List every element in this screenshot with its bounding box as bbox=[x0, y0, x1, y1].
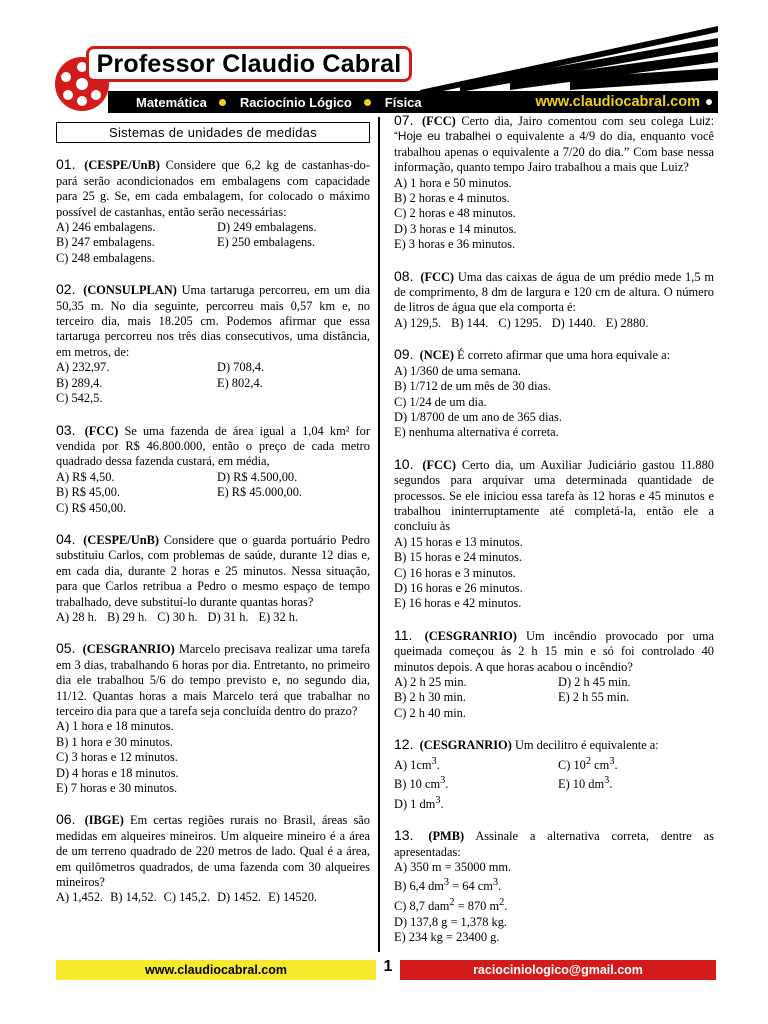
option-c: C) R$ 450,00. bbox=[56, 500, 127, 515]
question-text: Em certas regiões rurais no Brasil, áreas são medidas em alqueires mineiros. Um alqueire mineiro é a área de um terreno quadrado de 220 metros de lado. Qual é a área, em quilômetros quadrados, de uma fazenda com 30 alqueires mineiros? bbox=[56, 813, 370, 890]
question-text: Se uma fazenda de área igual a 1,04 km² for vendida por R$ 46.800.000, então o preço de cada metro quadrado dessa fazenda custará, em média, bbox=[56, 423, 370, 469]
option-d: D) 137,8 g = 1,378 kg. bbox=[394, 914, 507, 929]
option-e: E) 802,4. bbox=[217, 375, 263, 390]
option-c: C) 16 horas e 3 minutos. bbox=[394, 565, 516, 580]
question-10 bbox=[394, 457, 714, 612]
question-text: Uma das caixas de água de um prédio mede 1,5 m de comprimento, 8 dm de largura e 120 cm de altura. O número de litros de água que ela comporta é: bbox=[394, 269, 714, 315]
option-b: B) 247 embalagens. bbox=[56, 235, 155, 250]
question-text: Luiz: “Hoje eu trabalhei o bbox=[394, 114, 714, 144]
answer-options bbox=[394, 675, 714, 721]
option-d: D) 16 horas e 26 minutos. bbox=[394, 580, 523, 595]
question-source: (CESPE/UnB) bbox=[83, 532, 159, 547]
option-b: B) 2 h 30 min. bbox=[394, 690, 466, 705]
option-c: C) 145,2. bbox=[163, 890, 211, 905]
header-title-box bbox=[86, 46, 412, 82]
option-c: C) 248 embalagens. bbox=[56, 250, 155, 265]
option-e: E) 16 horas e 42 minutos. bbox=[394, 596, 522, 611]
option-c: C) 1295. bbox=[498, 315, 542, 330]
bullet-dot bbox=[364, 99, 371, 106]
question-source: (IBGE) bbox=[84, 813, 124, 828]
answer-options bbox=[394, 316, 714, 331]
column-divider bbox=[378, 117, 380, 952]
page-footer bbox=[56, 960, 716, 980]
bullet-dot bbox=[706, 99, 712, 105]
question-number: 02. bbox=[56, 281, 76, 298]
question-source: (CESGRANRIO) bbox=[419, 738, 512, 753]
question-08 bbox=[394, 269, 714, 332]
question-number: 05. bbox=[56, 640, 76, 657]
question-12 bbox=[394, 737, 714, 812]
question-number: 13. bbox=[394, 827, 414, 844]
answer-options bbox=[56, 220, 370, 266]
question-source: (NCE) bbox=[419, 348, 454, 363]
answer-options bbox=[394, 364, 714, 441]
question-05 bbox=[56, 641, 370, 796]
option-e: E) 14520. bbox=[268, 890, 318, 905]
question-number: 11. bbox=[394, 626, 413, 643]
option-d: D) 2 h 45 min. bbox=[558, 675, 631, 689]
question-source: (FCC) bbox=[420, 269, 455, 284]
question-source: (CONSULPLAN) bbox=[83, 283, 177, 298]
option-e: E) 3 horas e 36 minutos. bbox=[394, 237, 516, 252]
option-d: D) 1 $dm^3$. bbox=[394, 794, 444, 811]
option-c: C) 2 h 40 min. bbox=[394, 705, 466, 720]
question-13 bbox=[394, 828, 714, 945]
question-text: Certo dia, Jairo comentou com seu colega bbox=[461, 114, 690, 128]
answer-options bbox=[394, 176, 714, 253]
option-b: B) R$ 45,00. bbox=[56, 485, 121, 500]
option-a: A) 1 hora e 50 minutos. bbox=[394, 175, 512, 190]
option-a: A) 232,97. bbox=[56, 360, 110, 375]
option-d: D) 249 embalagens. bbox=[217, 220, 317, 235]
question-text: Um incêndio provocado por uma queimada começou às 2 h 15 min e só foi controlado 40 minutos depois. A que horas acabou o incêndio? bbox=[394, 628, 714, 674]
option-a: A) 246 embalagens. bbox=[56, 220, 156, 235]
question-06 bbox=[56, 812, 370, 905]
option-a: A) 15 horas e 13 minutos. bbox=[394, 534, 523, 549]
answer-options bbox=[56, 719, 370, 796]
option-e: E) nenhuma alternativa é correta. bbox=[394, 425, 559, 440]
footer-website-link[interactable]: www.claudiocabral.com bbox=[56, 960, 376, 980]
option-c: C) 8,7 dam$^2$ = 870 $m^2$. bbox=[394, 896, 508, 914]
option-e: E) R$ 45.000,00. bbox=[217, 485, 303, 500]
question-text: Considere que 6,2 kg de castanhas-do-pará serão acondicionados em embalagens com capacidade para 25 g. Se, em cada embalagem, for colocado o máximo possível de castanhas, então serão necessárias: bbox=[56, 158, 371, 219]
option-b: B) 6,4 $dm^3 = 64$ $cm^3$. bbox=[394, 877, 502, 894]
answer-options bbox=[56, 360, 370, 406]
option-b: B) 289,4. bbox=[56, 375, 103, 390]
question-01 bbox=[56, 157, 370, 266]
option-c: C) 542,5. bbox=[56, 391, 103, 406]
option-d: D) 1440. bbox=[551, 315, 596, 330]
answer-options bbox=[394, 754, 714, 813]
option-c: C) 2 horas e 48 minutos. bbox=[394, 206, 516, 221]
page-number: 1 bbox=[383, 958, 393, 975]
question-text: Um decilitro é equivalente a: bbox=[514, 738, 659, 753]
question-text: dia. bbox=[604, 144, 624, 159]
answer-options bbox=[56, 470, 370, 516]
option-a: A) 2 h 25 min. bbox=[394, 675, 467, 689]
footer-email-link[interactable]: raciociniologico@gmail.com bbox=[400, 960, 716, 980]
question-number: 01. bbox=[56, 156, 76, 173]
option-a: A) 1/360 de uma semana. bbox=[394, 363, 521, 378]
question-source: (CESPE/UnB) bbox=[84, 158, 160, 173]
question-number: 12. bbox=[394, 736, 414, 753]
option-b: B) 144. bbox=[451, 315, 489, 330]
option-e: E) 32 h. bbox=[258, 609, 299, 624]
question-02 bbox=[56, 282, 370, 406]
question-number: 09. bbox=[394, 346, 414, 363]
question-07 bbox=[394, 113, 714, 253]
option-d: D) 31 h. bbox=[207, 609, 249, 624]
question-source: (CESGRANRIO) bbox=[82, 642, 175, 657]
left-column bbox=[56, 117, 370, 922]
option-b: B) 10 $cm^3$. bbox=[394, 775, 449, 792]
option-b: B) 15 horas e 24 minutos. bbox=[394, 550, 523, 565]
option-a: A) 129,5. bbox=[394, 315, 442, 330]
option-b: B) 2 horas e 4 minutos. bbox=[394, 191, 510, 206]
question-number: 08. bbox=[394, 267, 414, 284]
option-c: C) 30 h. bbox=[157, 609, 198, 624]
option-d: D) 3 horas e 14 minutos. bbox=[394, 221, 517, 236]
option-a: A) 1 hora e 18 minutos. bbox=[56, 719, 174, 734]
question-text: É correto afirmar que uma hora equivale a: bbox=[457, 348, 671, 363]
subject-math: Matemática bbox=[136, 94, 207, 110]
header-title: Professor Claudio Cabral bbox=[96, 49, 402, 78]
question-source: (FCC) bbox=[422, 114, 456, 128]
option-c: C) 3 horas e 12 minutos. bbox=[56, 750, 178, 765]
answer-options bbox=[56, 890, 370, 905]
question-11 bbox=[394, 628, 714, 721]
option-a: A) 1,452. bbox=[56, 890, 104, 905]
question-09 bbox=[394, 347, 714, 440]
subject-logic: Raciocínio Lógico bbox=[239, 94, 352, 110]
header-subject-bar bbox=[108, 91, 718, 113]
question-source: (CESGRANRIO) bbox=[424, 628, 517, 643]
right-column bbox=[394, 113, 714, 961]
option-d: D) 4 horas e 18 minutos. bbox=[56, 765, 179, 780]
option-e: E) 250 embalagens. bbox=[217, 235, 316, 250]
option-a: A) 28 h. bbox=[56, 609, 97, 624]
question-source: (FCC) bbox=[84, 423, 119, 438]
question-text: Assinale a alternativa correta, dentre as apresentadas: bbox=[394, 829, 714, 859]
question-text: Considere que o guarda portuário Pedro substituiu Carlos, com problemas de saúde, durante 12 dias e, em cada dia, durante 2 horas e 25 minutos. Nessa situação, para que Carlos retribua a Pedro o mesmo espaço de tempo trabalhado, deve substituí-lo durante quantas horas? bbox=[56, 532, 370, 609]
question-text: Marcelo precisava realizar uma tarefa em 3 dias, trabalhando 6 horas por dia. Entretanto, no primeiro dia ele trabalhou 5/6 do tempo previsto e, no segundo dia, 11/12. Quantas horas a mais Marcelo terá que trabalhar no terceiro dia para que a tarefa seja concluída dentro do prazo? bbox=[56, 642, 370, 718]
option-d: D) 1452. bbox=[217, 890, 262, 905]
question-text: Uma tartaruga percorreu, em um dia 50,35 m. No dia seguinte, percorreu mais 0,57 km e, no terceiro dia, mais 18.205 cm. Podemos afirmar que essa tartaruga percorreu nos três dias consecutivos, uma distância, em metros, de: bbox=[56, 283, 370, 359]
question-number: 06. bbox=[56, 811, 76, 828]
option-c: C) 1/24 de um dia. bbox=[394, 394, 487, 409]
bullet-dot bbox=[219, 99, 226, 106]
option-d: D) R$ 4.500,00. bbox=[217, 469, 298, 484]
option-b: B) 1/712 de um mês de 30 dias. bbox=[394, 379, 551, 394]
option-e: E) 2880. bbox=[605, 315, 649, 330]
option-e: E) 10 $dm^3$. bbox=[558, 775, 613, 792]
header-stripes-decoration bbox=[420, 26, 718, 96]
option-e: E) 234 kg = 23400 g. bbox=[394, 929, 500, 944]
option-b: B) 14,52. bbox=[110, 890, 157, 905]
option-d: D) 1/8700 de um ano de 365 dias. bbox=[394, 409, 562, 424]
option-c: C) $10^2$ $cm^3$. bbox=[558, 755, 618, 772]
option-b: B) 29 h. bbox=[106, 609, 148, 624]
question-number: 03. bbox=[56, 421, 76, 438]
option-e: E) 7 horas e 30 minutos. bbox=[56, 781, 178, 796]
section-title: Sistemas de unidades de medidas bbox=[56, 122, 370, 143]
question-text: ” Com base nessa informação, quanto tempo Jairo trabalhou a mais que Luiz? bbox=[394, 144, 714, 175]
option-b: B) 1 hora e 30 minutos. bbox=[56, 734, 174, 749]
header-website-link[interactable]: www.claudiocabral.com bbox=[535, 94, 700, 110]
question-04 bbox=[56, 532, 370, 625]
option-a: A) R$ 4,50. bbox=[56, 469, 115, 484]
question-number: 07. bbox=[394, 112, 414, 128]
option-a: A) 350 m = 35000 mm. bbox=[394, 860, 512, 875]
answer-options bbox=[394, 535, 714, 612]
question-03 bbox=[56, 423, 370, 516]
option-e: E) 2 h 55 min. bbox=[558, 690, 630, 705]
answer-options bbox=[56, 610, 370, 625]
question-text: equivalente a 4/9 do dia, enquanto você trabalhou apenas o equivalente a 7/20 do bbox=[394, 129, 714, 159]
option-d: D) 708,4. bbox=[217, 360, 265, 375]
subject-physics: Física bbox=[384, 94, 422, 110]
option-a: A) $1cm^3$. bbox=[394, 755, 440, 772]
question-source: (PMB) bbox=[428, 829, 465, 844]
question-source: (FCC) bbox=[422, 457, 457, 472]
question-number: 10. bbox=[394, 455, 414, 472]
question-text: Certo dia, um Auxiliar Judiciário gastou 11.880 segundos para arquivar uma determinada quantidade de processos. Se ele iniciou essa tarefa às 12 horas e 45 minutos e trabalhou ininterruptamente até completá-la, então ele a concluiu às bbox=[394, 457, 714, 534]
answer-options bbox=[394, 860, 714, 945]
question-number: 04. bbox=[56, 530, 76, 547]
